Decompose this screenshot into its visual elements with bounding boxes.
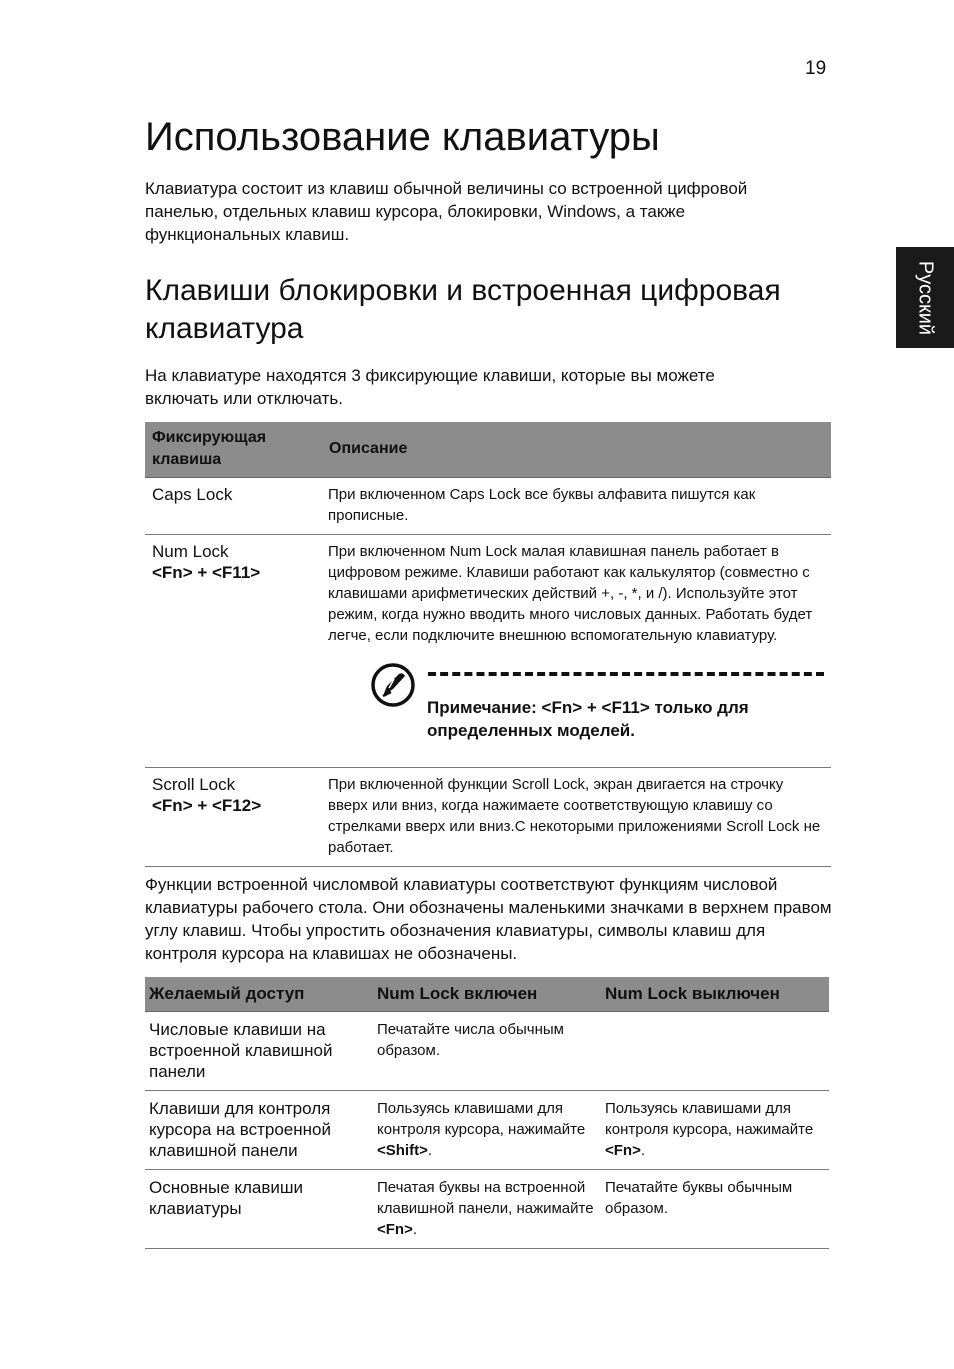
language-tab [896, 247, 954, 348]
section-intro: На клавиатуре находятся 3 фиксирующие клавиши, которые вы можете включать или отключать. [145, 366, 715, 408]
note-text: Примечание: <Fn> + <F11> только для определенных моделей. [427, 697, 749, 740]
page-title: Использование клавиатуры [145, 115, 660, 159]
cell-text: Печатая буквы на встроенной клавишной панели, нажимайте [377, 1178, 594, 1217]
access-cell: Клавиши для контроля курсора на встроенной клавишной панели [145, 1090, 373, 1169]
table-row [145, 477, 831, 534]
num-lock-off-cell [601, 1011, 829, 1090]
column-header: Num Lock выключен [601, 977, 829, 1011]
column-header: Num Lock включен [373, 977, 601, 1011]
num-lock-on-cell [373, 1011, 601, 1090]
table-row [145, 1090, 829, 1169]
description-cell: При включенной функции Scroll Lock, экран двигается на строчку вверх или вниз, когда нажимаете соответствующую клавишу со стрелками вверх или вниз.С некоторыми приложениями Scroll Lock не работает. [322, 767, 831, 866]
cell-text-end: . [412, 1220, 418, 1238]
num-lock-on-cell [373, 1090, 601, 1169]
cell-text: Пользуясь клавишами для контроля курсора, нажимайте [377, 1099, 586, 1138]
table-header-row [145, 422, 831, 477]
access-cell: Числовые клавиши на встроенной клавишной панели [145, 1011, 373, 1090]
note-divider [428, 672, 824, 676]
key-name: Scroll Lock [152, 774, 236, 794]
language-tab-label: Русский [914, 260, 937, 335]
description-cell [322, 534, 831, 767]
table-row [145, 1011, 829, 1090]
key-cell [145, 477, 322, 534]
table-header-row [145, 977, 829, 1011]
key-name: Num Lock [152, 541, 229, 561]
table-row [145, 534, 831, 767]
cell-text-end: . [427, 1141, 433, 1159]
lock-keys-table [145, 422, 831, 867]
key-label: <Fn> [605, 1141, 641, 1159]
intro-paragraph: Клавиатура состоит из клавиш обычной величины со встроенной цифровой панелью, отдельных клавиш курсора, блокировки, Windows, а также функциональных клавиш. [145, 179, 748, 244]
num-lock-off-cell [601, 1090, 829, 1169]
description-cell: При включенном Caps Lock все буквы алфавита пишутся как прописные. [322, 477, 831, 534]
key-cell [145, 534, 322, 767]
note-block [328, 658, 824, 750]
note-pen-icon [370, 662, 416, 708]
description-text: При включенном Num Lock малая клавишная панель работает в цифровом режиме. Клавиши работают как калькулятор (совместно с клавишами арифметических действий +, -, *, и /). Используйте этот режим, когда нужно вводить много числовых данных. Работать будет легче, если подключите внешнюю вспомогательную клавиатуру. [328, 542, 813, 644]
key-name: Caps Lock [152, 484, 233, 504]
key-cell [145, 767, 322, 866]
cell-text: Печатайте буквы обычным образом. [605, 1178, 793, 1217]
middle-paragraph: Функции встроенной числомвой клавиатуры соответствуют функциям числовой клавиатуры рабочего стола. Они обозначены маленькими значками в верхнем правом углу клавиш. Чтобы упростить обозначения клавиатуры, символы клавиш для контроля курсора на клавишах не обозначены. [145, 875, 832, 963]
cell-text-end: . [640, 1141, 646, 1159]
page-number: 19 [805, 58, 827, 79]
num-lock-off-cell [601, 1169, 829, 1248]
num-lock-on-cell [373, 1169, 601, 1248]
key-combo: <Fn> + <F11> [152, 562, 261, 582]
column-header: Фиксирующая клавиша [145, 422, 322, 477]
table-row [145, 1169, 829, 1248]
column-header: Желаемый доступ [145, 977, 373, 1011]
access-table [145, 977, 829, 1249]
cell-text: Пользуясь клавишами для контроля курсора, нажимайте [605, 1099, 814, 1138]
cell-text: Печатайте числа обычным образом. [377, 1020, 564, 1059]
key-label: <Fn> [377, 1220, 413, 1238]
section-title: Клавиши блокировки и встроенная цифровая клавиатура [145, 274, 781, 345]
key-combo: <Fn> + <F12> [152, 795, 262, 815]
access-cell: Основные клавиши клавиатуры [145, 1169, 373, 1248]
table-row [145, 767, 831, 866]
key-label: <Shift> [377, 1141, 428, 1159]
column-header: Описание [322, 422, 831, 477]
